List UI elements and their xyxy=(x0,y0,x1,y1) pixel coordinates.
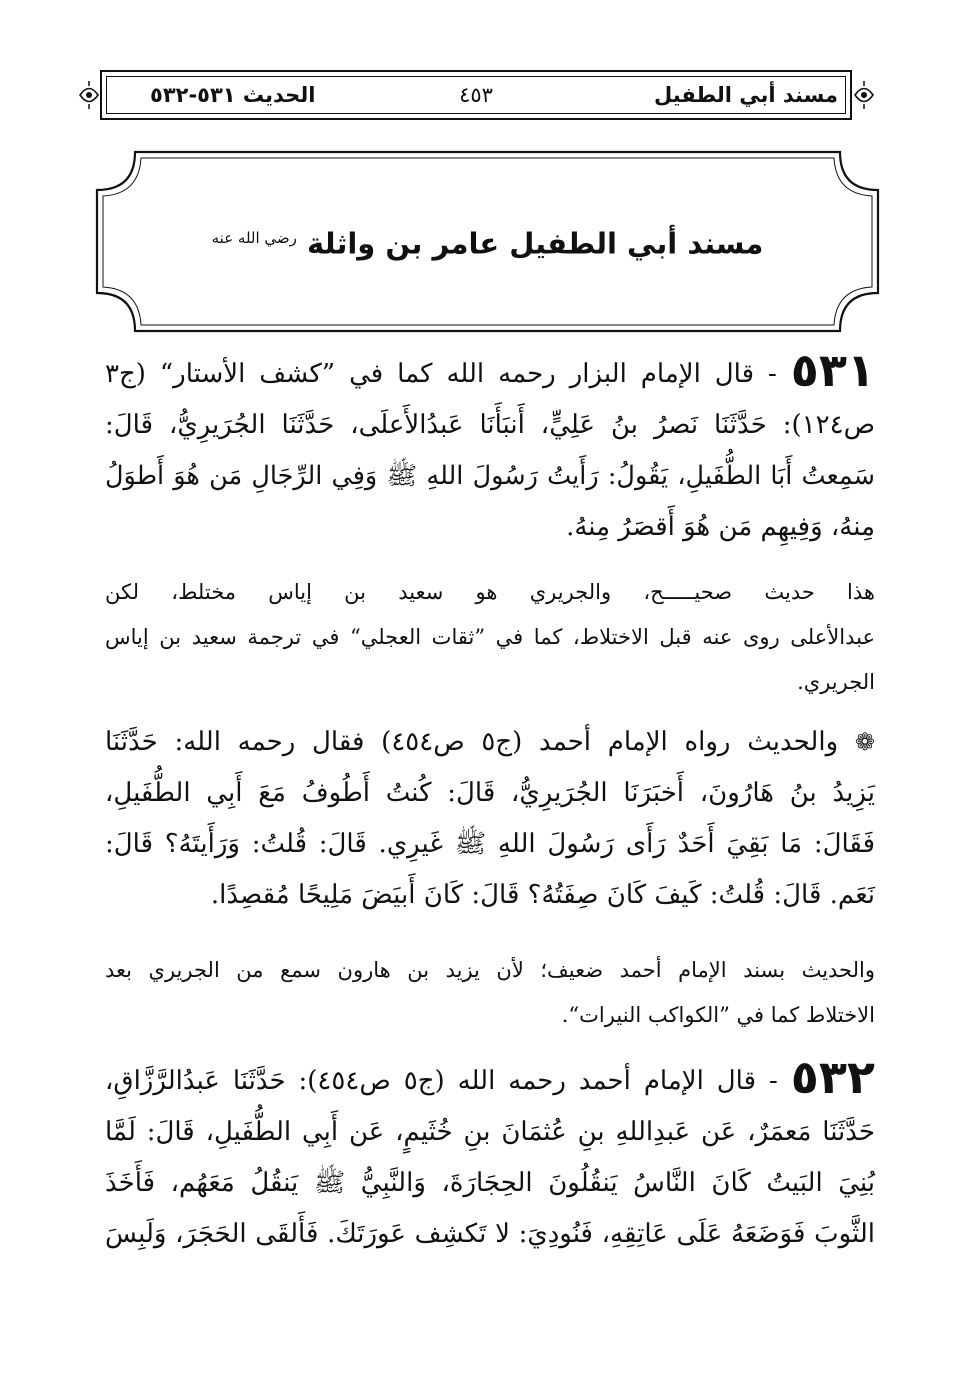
book-title: مسند أبي الطفيل xyxy=(654,83,838,107)
ahmad-narration xyxy=(105,717,875,921)
running-header xyxy=(100,70,852,120)
right-ornament-icon xyxy=(853,80,875,110)
hadith-531-line-4: مِنهُ، وَفِيهِم مَن هُوَ أَقصَرُ مِنهُ. xyxy=(566,512,875,542)
hadith-number-532: ٥٣٢ xyxy=(790,1050,876,1104)
hadith-number-531: ٥٣١ xyxy=(790,343,875,397)
hadith-532-line-1: ٥٣٢ - قال الإمام أحمد رحمه الله (ج٥ ص٤٥٤): حَدَّثَنَا عَبدُالرَّزَّاقِ، xyxy=(105,1050,876,1104)
ahmad-line-4: نَعَم. قَالَ: قُلتُ: كَيفَ كَانَ صِفَتُهُ؟ قَالَ: كَانَ أَبيَضَ مَلِيحًا مُقصِدًا. xyxy=(210,880,875,910)
hadith-532 xyxy=(105,1052,875,1260)
comment-531-line-3: الجريري. xyxy=(797,670,875,694)
page-number: ٤٥٣ xyxy=(459,83,493,107)
comment-531-line-2: عبدالأعلى روى عنه قبل الاختلاط، كما في ”ثقات العجلي“ في ترجمة سعيد بن إياس xyxy=(105,625,875,649)
section-title-text: مسند أبي الطفيل عامر بن واثلة xyxy=(307,226,764,261)
hadith-range: الحديث ٥٣١-٥٣٢ xyxy=(150,83,316,107)
section-title xyxy=(95,218,880,264)
hadith-531-line-1: ٥٣١ - قال الإمام البزار رحمه الله كما في ”كشف الأستار“ (ج٣ xyxy=(105,343,875,397)
hadith-531-comment xyxy=(105,570,875,705)
comment-531-line-1: هذا حديث صحيـــــح، والجريري هو سعيد بن إياس مختلط، لكن xyxy=(105,580,875,604)
hadith-531 xyxy=(105,345,875,553)
ahmad-line-2: يَزِيدُ بنُ هَارُونَ، أَخبَرَنَا الجُرَيرِيُّ، قَالَ: كُنتُ أَطُوفُ مَعَ أَبِي الطُّفَيلِ، xyxy=(105,778,875,808)
ahmad-comment xyxy=(105,948,875,1038)
hadith-531-line-3: سَمِعتُ أَبَا الطُّفَيلِ، يَقُولُ: رَأَيتُ رَسُولَ اللهِ ﷺ وَفِي الرِّجَالِ مَن هُوَ أَطوَلُ xyxy=(105,461,875,491)
hadith-532-line-2: حَدَّثَنَا مَعمَرٌ، عَن عَبدِاللهِ بنِ عُثمَانَ بنِ خُثَيمٍ، عَن أَبِي الطُّفَيلِ، قَالَ: لَمَّا xyxy=(105,1117,875,1147)
section-title-frame xyxy=(95,150,880,333)
ahmad-comment-line-1: والحديث بسند الإمام أحمد ضعيف؛ لأن يزيد بن هارون سمع من الجريري بعد xyxy=(105,958,875,982)
hadith-532-line-4: الثَّوبَ فَوَضَعَهُ عَلَى عَاتِقِهِ، فَنُودِيَ: لا تَكشِف عَورَتَكَ. فَأَلقَى الحَجَرَ، وَلَبِسَ xyxy=(105,1219,875,1249)
hadith-532-line-3: بُنِيَ البَيتُ كَانَ النَّاسُ يَنقُلُونَ الحِجَارَةَ، وَالنَّبِيُّ ﷺ يَنقُلُ مَعَهُم، فَأَخَذَ xyxy=(105,1168,875,1198)
ahmad-line-3: فَقَالَ: مَا بَقِيَ أَحَدٌ رَأَى رَسُولَ اللهِ ﷺ غَيرِي. قَالَ: قُلتُ: وَرَأَيتَهُ؟ قَالَ: xyxy=(105,829,875,859)
flower-bullet-icon: ❁ xyxy=(854,728,875,756)
ahmad-line-1: ❁ والحديث رواه الإمام أحمد (ج٥ ص٤٥٤) فقال رحمه الله: حَدَّثَنَا xyxy=(105,727,875,757)
ahmad-comment-line-2: الاختلاط كما في ”الكواكب النيرات“. xyxy=(561,1003,875,1027)
hadith-531-line-2: ص١٢٤): حَدَّثَنَا نَصرُ بنُ عَلِيٍّ، أَنبَأَنَا عَبدُالأَعلَى، حَدَّثَنَا الجُرَيرِيُّ، قَالَ: xyxy=(105,410,875,440)
honorific-mark: رضي الله عنه xyxy=(211,229,297,247)
left-ornament-icon xyxy=(78,80,100,110)
